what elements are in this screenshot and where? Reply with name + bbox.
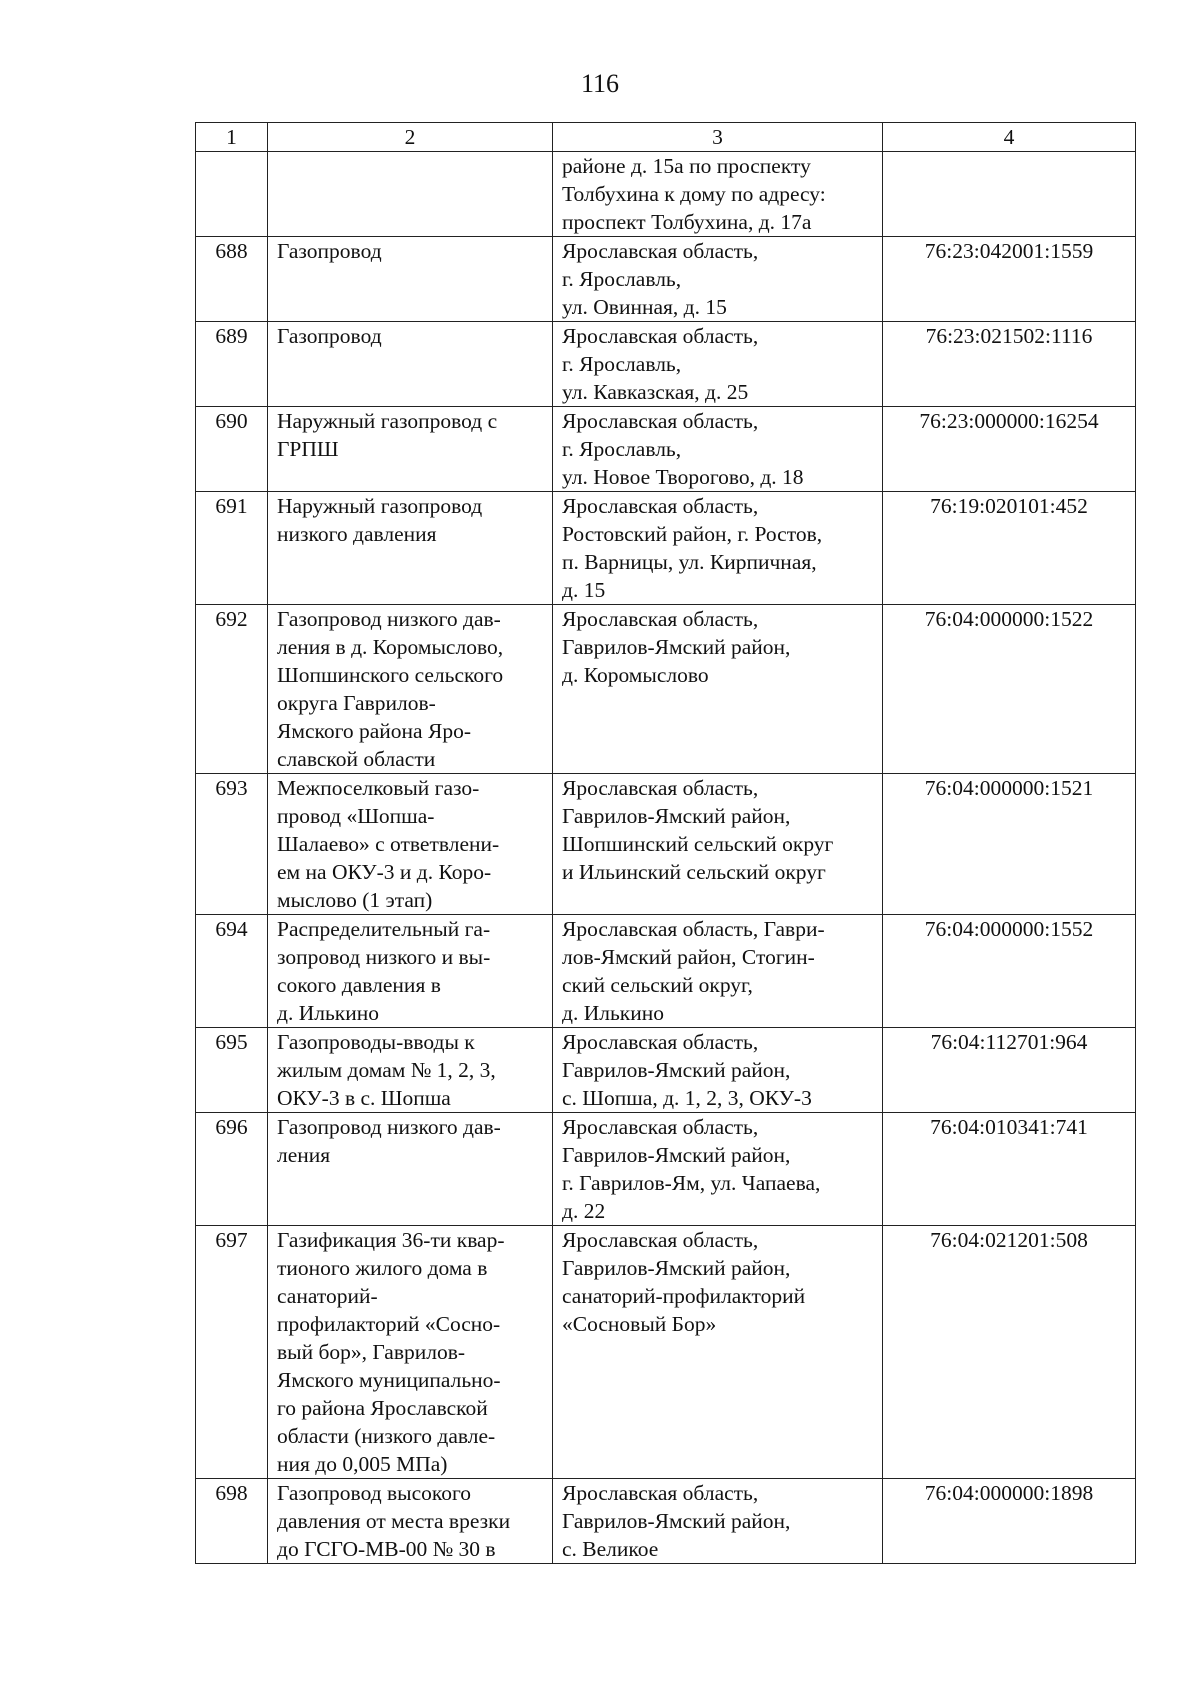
row-number xyxy=(196,152,268,237)
row-number: 692 xyxy=(196,605,268,774)
object-name: Газопровод xyxy=(268,322,553,407)
object-address: районе д. 15а по проспекту Толбухина к дому по адресу: проспект Толбухина, д. 17а xyxy=(553,152,883,237)
row-number: 695 xyxy=(196,1028,268,1113)
column-header: 2 xyxy=(268,123,553,152)
table-row xyxy=(196,492,1136,605)
cadastral-number: 76:23:042001:1559 xyxy=(883,237,1136,322)
row-number: 696 xyxy=(196,1113,268,1226)
table-row xyxy=(196,1226,1136,1479)
object-address: Ярославская область, Гаврилов-Ямский район, с. Великое xyxy=(553,1479,883,1564)
object-name xyxy=(268,152,553,237)
table-row xyxy=(196,407,1136,492)
cadastral-number: 76:19:020101:452 xyxy=(883,492,1136,605)
column-header: 1 xyxy=(196,123,268,152)
object-name: Газопровод низкого дав- ления в д. Коромыслово, Шопшинского сельского округа Гаврилов- Ямского района Яро- славской области xyxy=(268,605,553,774)
cadastral-number: 76:04:000000:1552 xyxy=(883,915,1136,1028)
object-address: Ярославская область, г. Ярославль, ул. Овинная, д. 15 xyxy=(553,237,883,322)
object-name: Газопровод xyxy=(268,237,553,322)
row-number: 697 xyxy=(196,1226,268,1479)
row-number: 691 xyxy=(196,492,268,605)
object-name: Межпоселковый газо- провод «Шопша- Шалаево» с ответвлени- ем на ОКУ-3 и д. Коро- мыслово (1 этап) xyxy=(268,774,553,915)
object-name: Газопроводы-вводы к жилым домам № 1, 2, 3, ОКУ-3 в с. Шопша xyxy=(268,1028,553,1113)
registry-table xyxy=(195,122,1136,1564)
object-address: Ярославская область, г. Ярославль, ул. Кавказская, д. 25 xyxy=(553,322,883,407)
object-address: Ярославская область, г. Ярославль, ул. Новое Творогово, д. 18 xyxy=(553,407,883,492)
object-address: Ярославская область, Гаврилов-Ямский район, Шопшинский сельский округ и Ильинский сельский округ xyxy=(553,774,883,915)
row-number: 694 xyxy=(196,915,268,1028)
object-address: Ярославская область, Ростовский район, г. Ростов, п. Варницы, ул. Кирпичная, д. 15 xyxy=(553,492,883,605)
table-row xyxy=(196,237,1136,322)
object-name: Газопровод низкого дав- ления xyxy=(268,1113,553,1226)
object-name: Распределительный га- зопровод низкого и вы- сокого давления в д. Илькино xyxy=(268,915,553,1028)
object-name: Газификация 36-ти квар- тионого жилого дома в санаторий- профилакторий «Сосно- вый бор», Гаврилов- Ямского муниципально- го района Ярославской области (низкого давле- ния до 0,005 МПа) xyxy=(268,1226,553,1479)
column-header: 3 xyxy=(553,123,883,152)
object-address: Ярославская область, Гаври- лов-Ямский район, Стогин- ский сельский округ, д. Илькино xyxy=(553,915,883,1028)
table-row xyxy=(196,605,1136,774)
row-number: 688 xyxy=(196,237,268,322)
object-name: Газопровод высокого давления от места врезки до ГСГО-МВ-00 № 30 в xyxy=(268,1479,553,1564)
cadastral-number xyxy=(883,152,1136,237)
table-row xyxy=(196,1028,1136,1113)
object-address: Ярославская область, Гаврилов-Ямский район, санаторий-профилакторий «Сосновый Бор» xyxy=(553,1226,883,1479)
cadastral-number: 76:04:010341:741 xyxy=(883,1113,1136,1226)
object-name: Наружный газопровод низкого давления xyxy=(268,492,553,605)
object-name: Наружный газопровод с ГРПШ xyxy=(268,407,553,492)
table-row xyxy=(196,774,1136,915)
table-header-row xyxy=(196,123,1136,152)
table-row xyxy=(196,322,1136,407)
object-address: Ярославская область, Гаврилов-Ямский район, д. Коромыслово xyxy=(553,605,883,774)
cadastral-number: 76:04:000000:1522 xyxy=(883,605,1136,774)
table-row xyxy=(196,915,1136,1028)
table-row xyxy=(196,152,1136,237)
cadastral-number: 76:23:000000:16254 xyxy=(883,407,1136,492)
table-row xyxy=(196,1113,1136,1226)
cadastral-number: 76:04:112701:964 xyxy=(883,1028,1136,1113)
cadastral-number: 76:04:000000:1898 xyxy=(883,1479,1136,1564)
table-row xyxy=(196,1479,1136,1564)
cadastral-number: 76:04:000000:1521 xyxy=(883,774,1136,915)
cadastral-number: 76:23:021502:1116 xyxy=(883,322,1136,407)
cadastral-number: 76:04:021201:508 xyxy=(883,1226,1136,1479)
row-number: 698 xyxy=(196,1479,268,1564)
row-number: 690 xyxy=(196,407,268,492)
object-address: Ярославская область, Гаврилов-Ямский район, с. Шопша, д. 1, 2, 3, ОКУ-3 xyxy=(553,1028,883,1113)
row-number: 693 xyxy=(196,774,268,915)
row-number: 689 xyxy=(196,322,268,407)
object-address: Ярославская область, Гаврилов-Ямский район, г. Гаврилов-Ям, ул. Чапаева, д. 22 xyxy=(553,1113,883,1226)
page-number: 116 xyxy=(580,69,620,98)
column-header: 4 xyxy=(883,123,1136,152)
